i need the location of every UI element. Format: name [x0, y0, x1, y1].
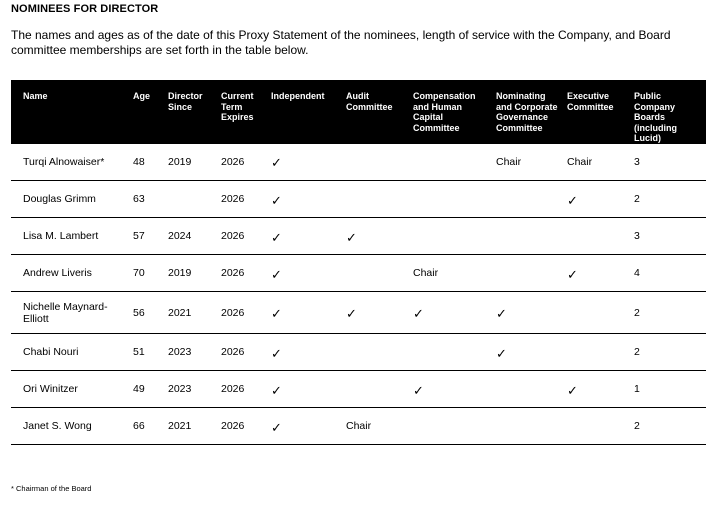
cell-executive	[567, 292, 634, 334]
intro-paragraph: The names and ages as of the date of this Proxy Statement of the nominees, length of service with the Company, and Board committee memberships are set forth in the table below.	[11, 28, 671, 57]
cell-term-expires: 2026	[221, 144, 271, 181]
cell-nominating	[496, 218, 567, 255]
cell-public-boards: 2	[634, 181, 706, 218]
cell-executive	[567, 334, 634, 371]
cell-age: 49	[133, 371, 168, 408]
check-icon: ✓	[346, 230, 357, 246]
cell-public-boards: 3	[634, 144, 706, 181]
cell-term-expires: 2026	[221, 408, 271, 445]
header-term-expires: Current Term Expires	[221, 91, 254, 122]
cell-executive	[567, 255, 634, 292]
header-independent: Independent	[271, 91, 325, 101]
check-icon: ✓	[567, 383, 578, 399]
check-icon: ✓	[567, 193, 578, 209]
cell-director-since: 2023	[168, 334, 221, 371]
cell-name: Andrew Liveris	[11, 255, 133, 292]
check-icon: ✓	[496, 346, 507, 362]
cell-age: 66	[133, 408, 168, 445]
cell-age: 48	[133, 144, 168, 181]
cell-compensation	[413, 371, 496, 408]
check-icon: ✓	[271, 267, 282, 283]
table-row	[11, 144, 706, 181]
cell-independent	[271, 218, 346, 255]
header-name: Name	[23, 91, 48, 101]
cell-compensation	[413, 292, 496, 334]
cell-public-boards: 2	[634, 292, 706, 334]
cell-independent	[271, 408, 346, 445]
cell-compensation: Chair	[413, 255, 496, 292]
table-row	[11, 292, 706, 334]
cell-public-boards: 2	[634, 334, 706, 371]
table-row	[11, 255, 706, 292]
cell-name: Douglas Grimm	[11, 181, 133, 218]
cell-independent	[271, 371, 346, 408]
cell-age: 56	[133, 292, 168, 334]
cell-age: 63	[133, 181, 168, 218]
cell-independent	[271, 144, 346, 181]
cell-executive	[567, 371, 634, 408]
cell-name: Lisa M. Lambert	[11, 218, 133, 255]
cell-compensation	[413, 218, 496, 255]
cell-term-expires: 2026	[221, 371, 271, 408]
cell-nominating	[496, 371, 567, 408]
nominees-table	[11, 80, 706, 445]
cell-age: 57	[133, 218, 168, 255]
cell-age: 70	[133, 255, 168, 292]
check-icon: ✓	[413, 383, 424, 399]
cell-independent	[271, 181, 346, 218]
cell-audit: Chair	[346, 408, 413, 445]
cell-director-since: 2021	[168, 292, 221, 334]
cell-director-since: 2021	[168, 408, 221, 445]
cell-audit	[346, 144, 413, 181]
check-icon: ✓	[271, 307, 282, 322]
cell-term-expires: 2026	[221, 255, 271, 292]
header-age: Age	[133, 91, 151, 101]
check-icon: ✓	[346, 307, 357, 322]
table-row	[11, 408, 706, 445]
cell-director-since	[168, 181, 221, 218]
cell-audit	[346, 292, 413, 334]
table-row	[11, 371, 706, 408]
cell-public-boards: 4	[634, 255, 706, 292]
cell-compensation	[413, 144, 496, 181]
check-icon: ✓	[271, 156, 282, 172]
check-icon: ✓	[413, 307, 424, 322]
cell-name: Janet S. Wong	[11, 408, 133, 445]
header-nominating-committee: Nominating and Corporate Governance Committee	[496, 91, 558, 133]
cell-term-expires: 2026	[221, 218, 271, 255]
cell-nominating: Chair	[496, 144, 567, 181]
header-audit-committee: Audit Committee	[346, 91, 393, 112]
cell-director-since: 2023	[168, 371, 221, 408]
table-body	[11, 144, 706, 445]
header-executive-committee: Executive Committee	[567, 91, 614, 112]
check-icon: ✓	[496, 307, 507, 322]
cell-age: 51	[133, 334, 168, 371]
cell-director-since: 2024	[168, 218, 221, 255]
cell-term-expires: 2026	[221, 292, 271, 334]
cell-name: Turqi Alnowaiser*	[11, 144, 133, 181]
cell-public-boards: 2	[634, 408, 706, 445]
cell-compensation	[413, 408, 496, 445]
cell-director-since: 2019	[168, 144, 221, 181]
cell-compensation	[413, 334, 496, 371]
check-icon: ✓	[271, 383, 282, 399]
table-row	[11, 181, 706, 218]
cell-name: Chabi Nouri	[11, 334, 133, 371]
cell-nominating	[496, 292, 567, 334]
cell-term-expires: 2026	[221, 181, 271, 218]
cell-independent	[271, 292, 346, 334]
check-icon: ✓	[271, 193, 282, 209]
cell-director-since: 2019	[168, 255, 221, 292]
check-icon: ✓	[567, 267, 578, 283]
header-compensation-committee: Compensation and Human Capital Committee	[413, 91, 476, 133]
cell-independent	[271, 255, 346, 292]
cell-audit	[346, 255, 413, 292]
cell-audit	[346, 218, 413, 255]
cell-compensation	[413, 181, 496, 218]
cell-audit	[346, 181, 413, 218]
cell-executive: Chair	[567, 144, 634, 181]
cell-name: Nichelle Maynard-Elliott	[11, 292, 133, 334]
table-row	[11, 218, 706, 255]
cell-nominating	[496, 334, 567, 371]
cell-nominating	[496, 408, 567, 445]
table-row	[11, 334, 706, 371]
table-header-row	[11, 80, 706, 144]
check-icon: ✓	[271, 420, 282, 436]
header-public-boards: Public Company Boards (including Lucid)	[634, 91, 677, 143]
cell-executive	[567, 408, 634, 445]
cell-name: Ori Winitzer	[11, 371, 133, 408]
footnote: * Chairman of the Board	[11, 484, 92, 493]
check-icon: ✓	[271, 230, 282, 246]
header-director-since: Director Since	[168, 91, 203, 112]
cell-public-boards: 3	[634, 218, 706, 255]
cell-audit	[346, 334, 413, 371]
cell-public-boards: 1	[634, 371, 706, 408]
cell-term-expires: 2026	[221, 334, 271, 371]
section-title: NOMINEES FOR DIRECTOR	[11, 3, 159, 15]
cell-executive	[567, 181, 634, 218]
cell-audit	[346, 371, 413, 408]
cell-independent	[271, 334, 346, 371]
cell-executive	[567, 218, 634, 255]
cell-nominating	[496, 255, 567, 292]
cell-nominating	[496, 181, 567, 218]
check-icon: ✓	[271, 346, 282, 362]
